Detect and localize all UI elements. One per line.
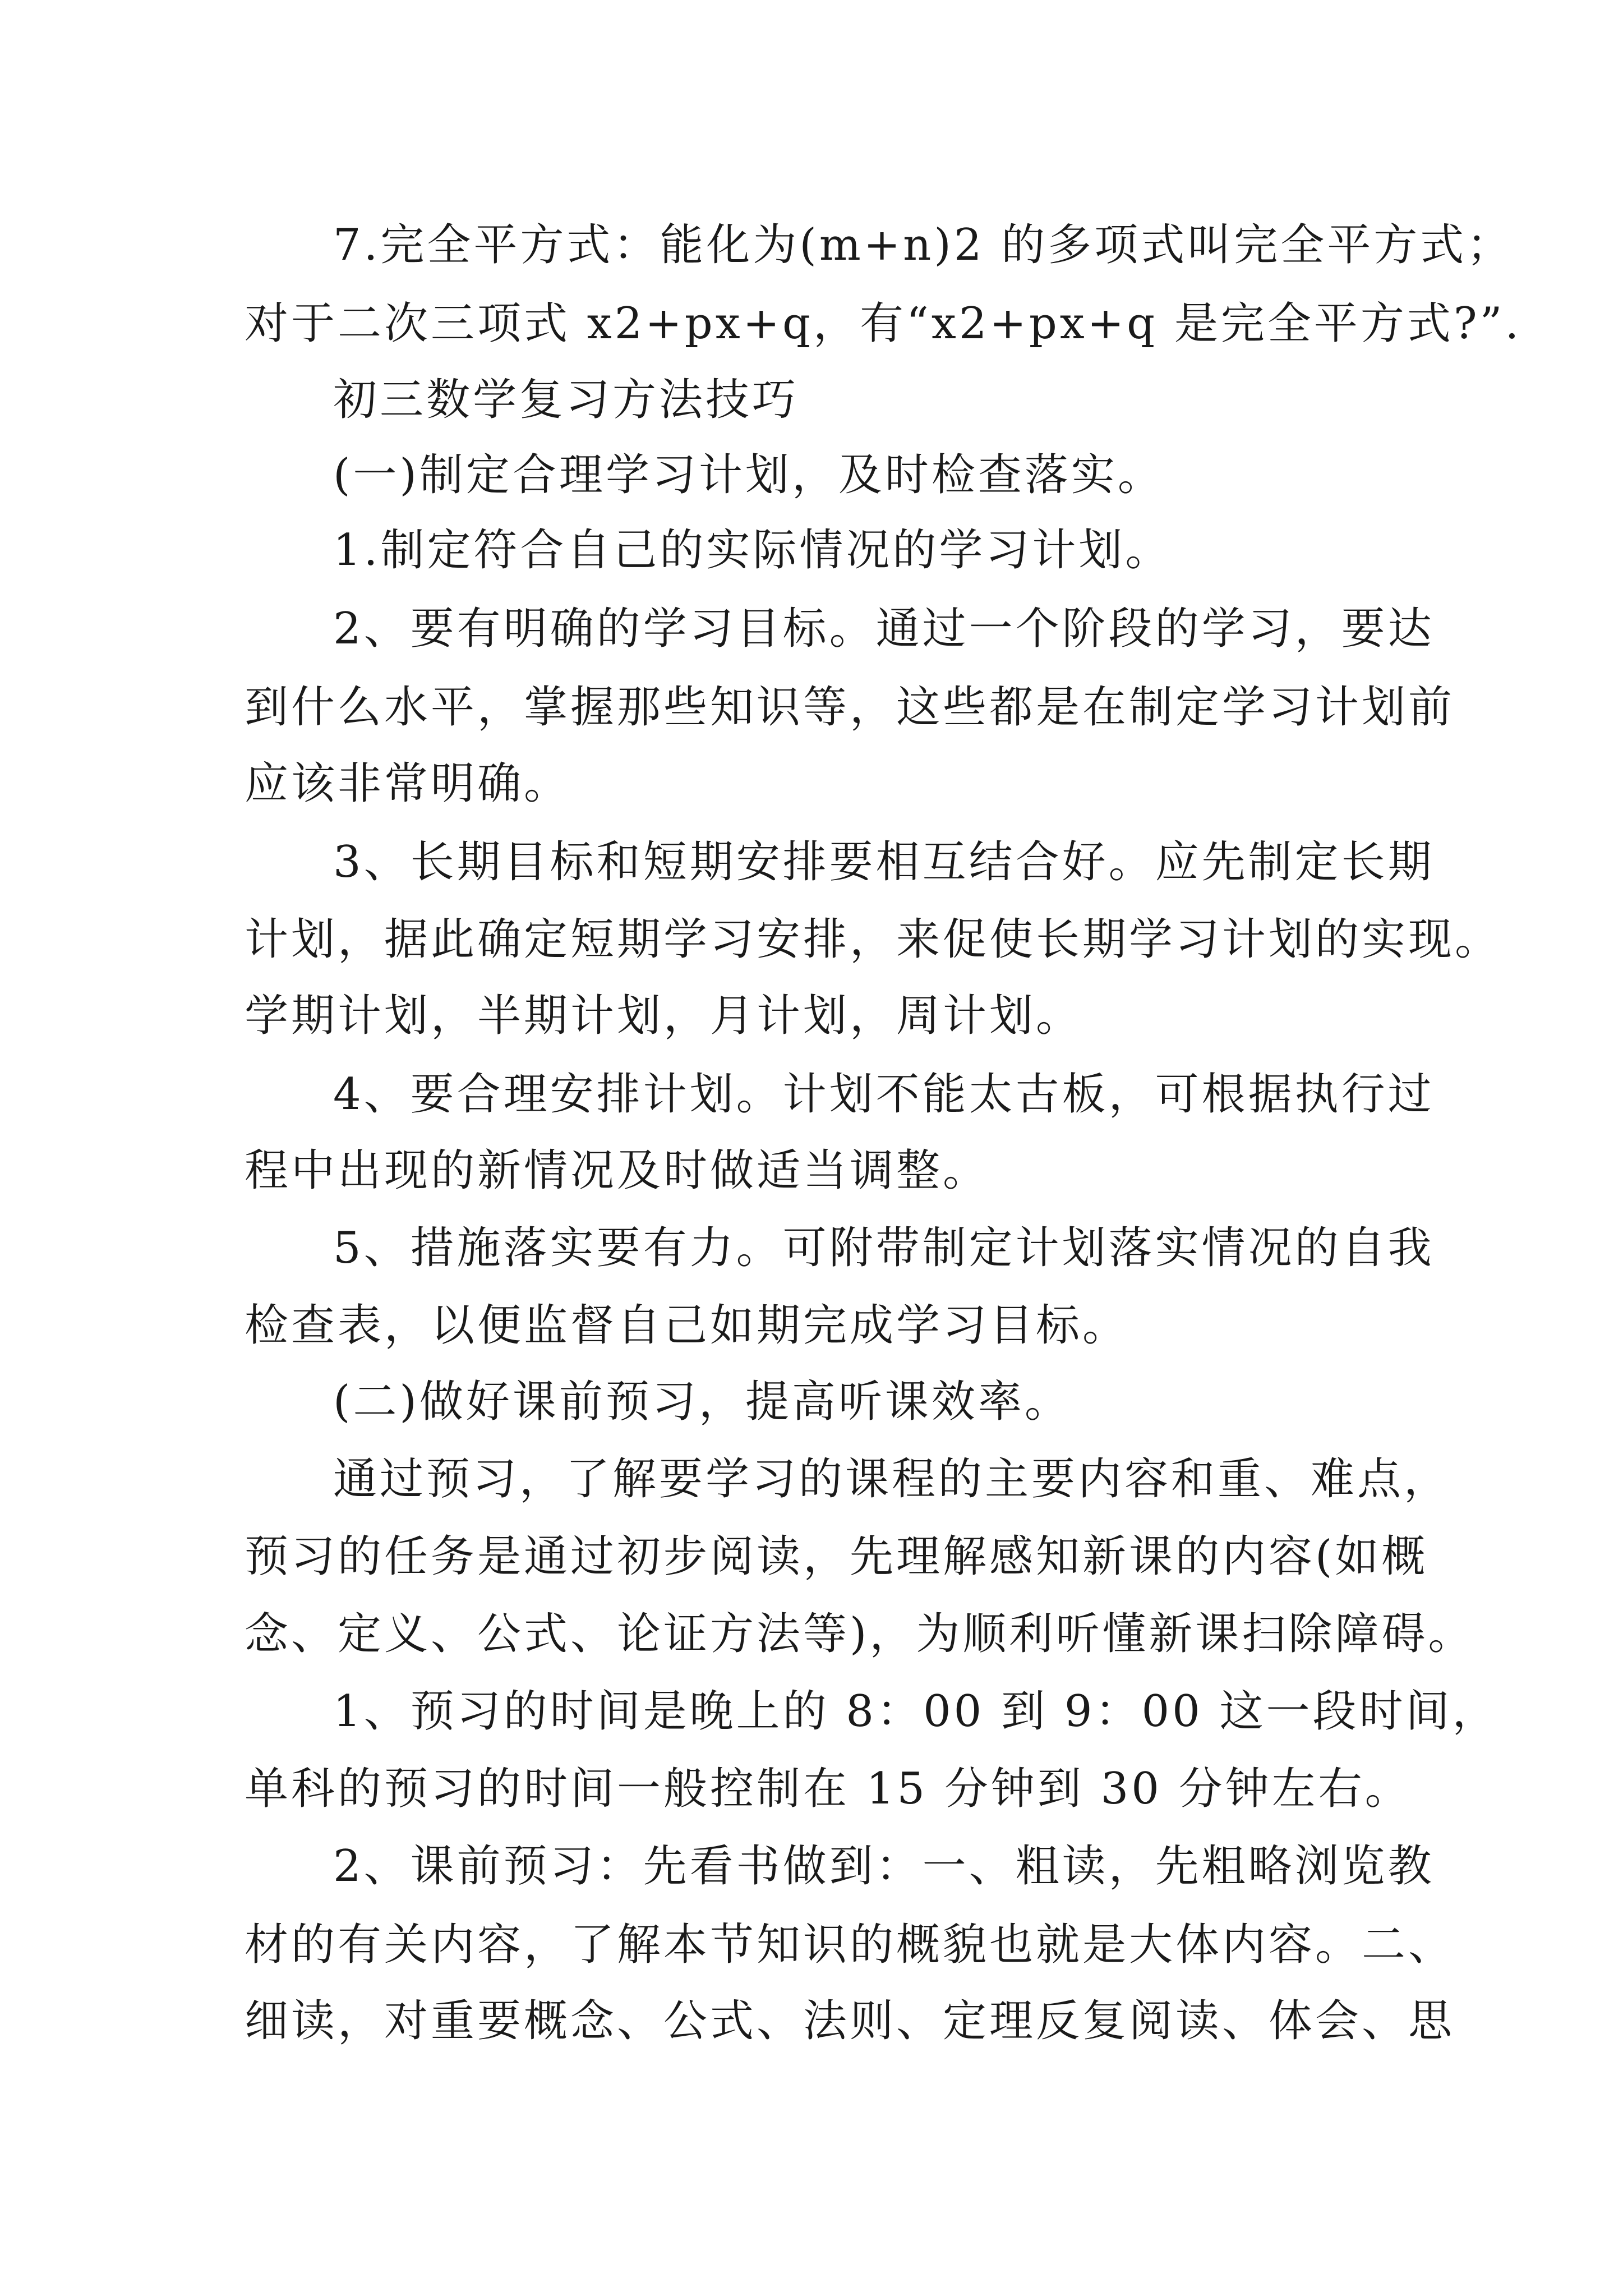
text-line: 检查表，以便监督自己如期完成学习目标。 <box>245 1300 1129 1351</box>
text-line: 3、长期目标和短期安排要相互结合好。应先制定长期 <box>333 837 1435 887</box>
text-line: 念、定义、公式、论证方法等)，为顺利听懂新课扫除障碍。 <box>245 1609 1475 1659</box>
text-line: 学期计划，半期计划，月计划，周计划。 <box>245 991 1083 1041</box>
text-line: 1、预习的时间是晚上的 8：00 到 9：00 这一段时间， <box>333 1686 1499 1737</box>
text-line: 单科的预习的时间一般控制在 15 分钟到 30 分钟左右。 <box>245 1764 1412 1814</box>
text-line: 材的有关内容，了解本节知识的概貌也就是大体内容。二、 <box>245 1920 1455 1970</box>
text-line: 程中出现的新情况及时做适当调整。 <box>245 1145 990 1196</box>
text-line: 应该非常明确。 <box>245 758 571 809</box>
text-line: 对于二次三项式 x2+px+q，有“x2+px+q 是完全平方式?”. <box>245 298 1522 349</box>
subsection-heading: (一)制定合理学习计划，及时检查落实。 <box>333 450 1164 500</box>
text-line: 细读，对重要概念、公式、法则、定理反复阅读、体会、思 <box>245 1996 1455 2046</box>
text-line: 5、措施落实要有力。可附带制定计划落实情况的自我 <box>333 1223 1435 1273</box>
text-line: 2、要有明确的学习目标。通过一个阶段的学习，要达 <box>333 604 1435 654</box>
text-line: 计划，据此确定短期学习安排，来促使长期学习计划的实现。 <box>245 914 1502 965</box>
text-line: 7.完全平方式：能化为(m+n)2 的多项式叫完全平方式； <box>333 220 1514 270</box>
section-heading: 初三数学复习方法技巧 <box>333 375 799 425</box>
text-line: 4、要合理安排计划。计划不能太古板，可根据执行过 <box>333 1069 1435 1120</box>
subsection-heading: (二)做好课前预习，提高听课效率。 <box>333 1377 1071 1427</box>
text-line: 2、课前预习：先看书做到：一、粗读，先粗略浏览教 <box>333 1841 1435 1892</box>
text-line: 通过预习，了解要学习的课程的主要内容和重、难点， <box>333 1454 1451 1504</box>
text-line: 预习的任务是通过初步阅读，先理解感知新课的内容(如概 <box>245 1531 1428 1582</box>
text-line: 到什么水平，掌握那些知识等，这些都是在制定学习计划前 <box>245 682 1455 733</box>
text-line: 1.制定符合自己的实际情况的学习计划。 <box>333 525 1172 576</box>
